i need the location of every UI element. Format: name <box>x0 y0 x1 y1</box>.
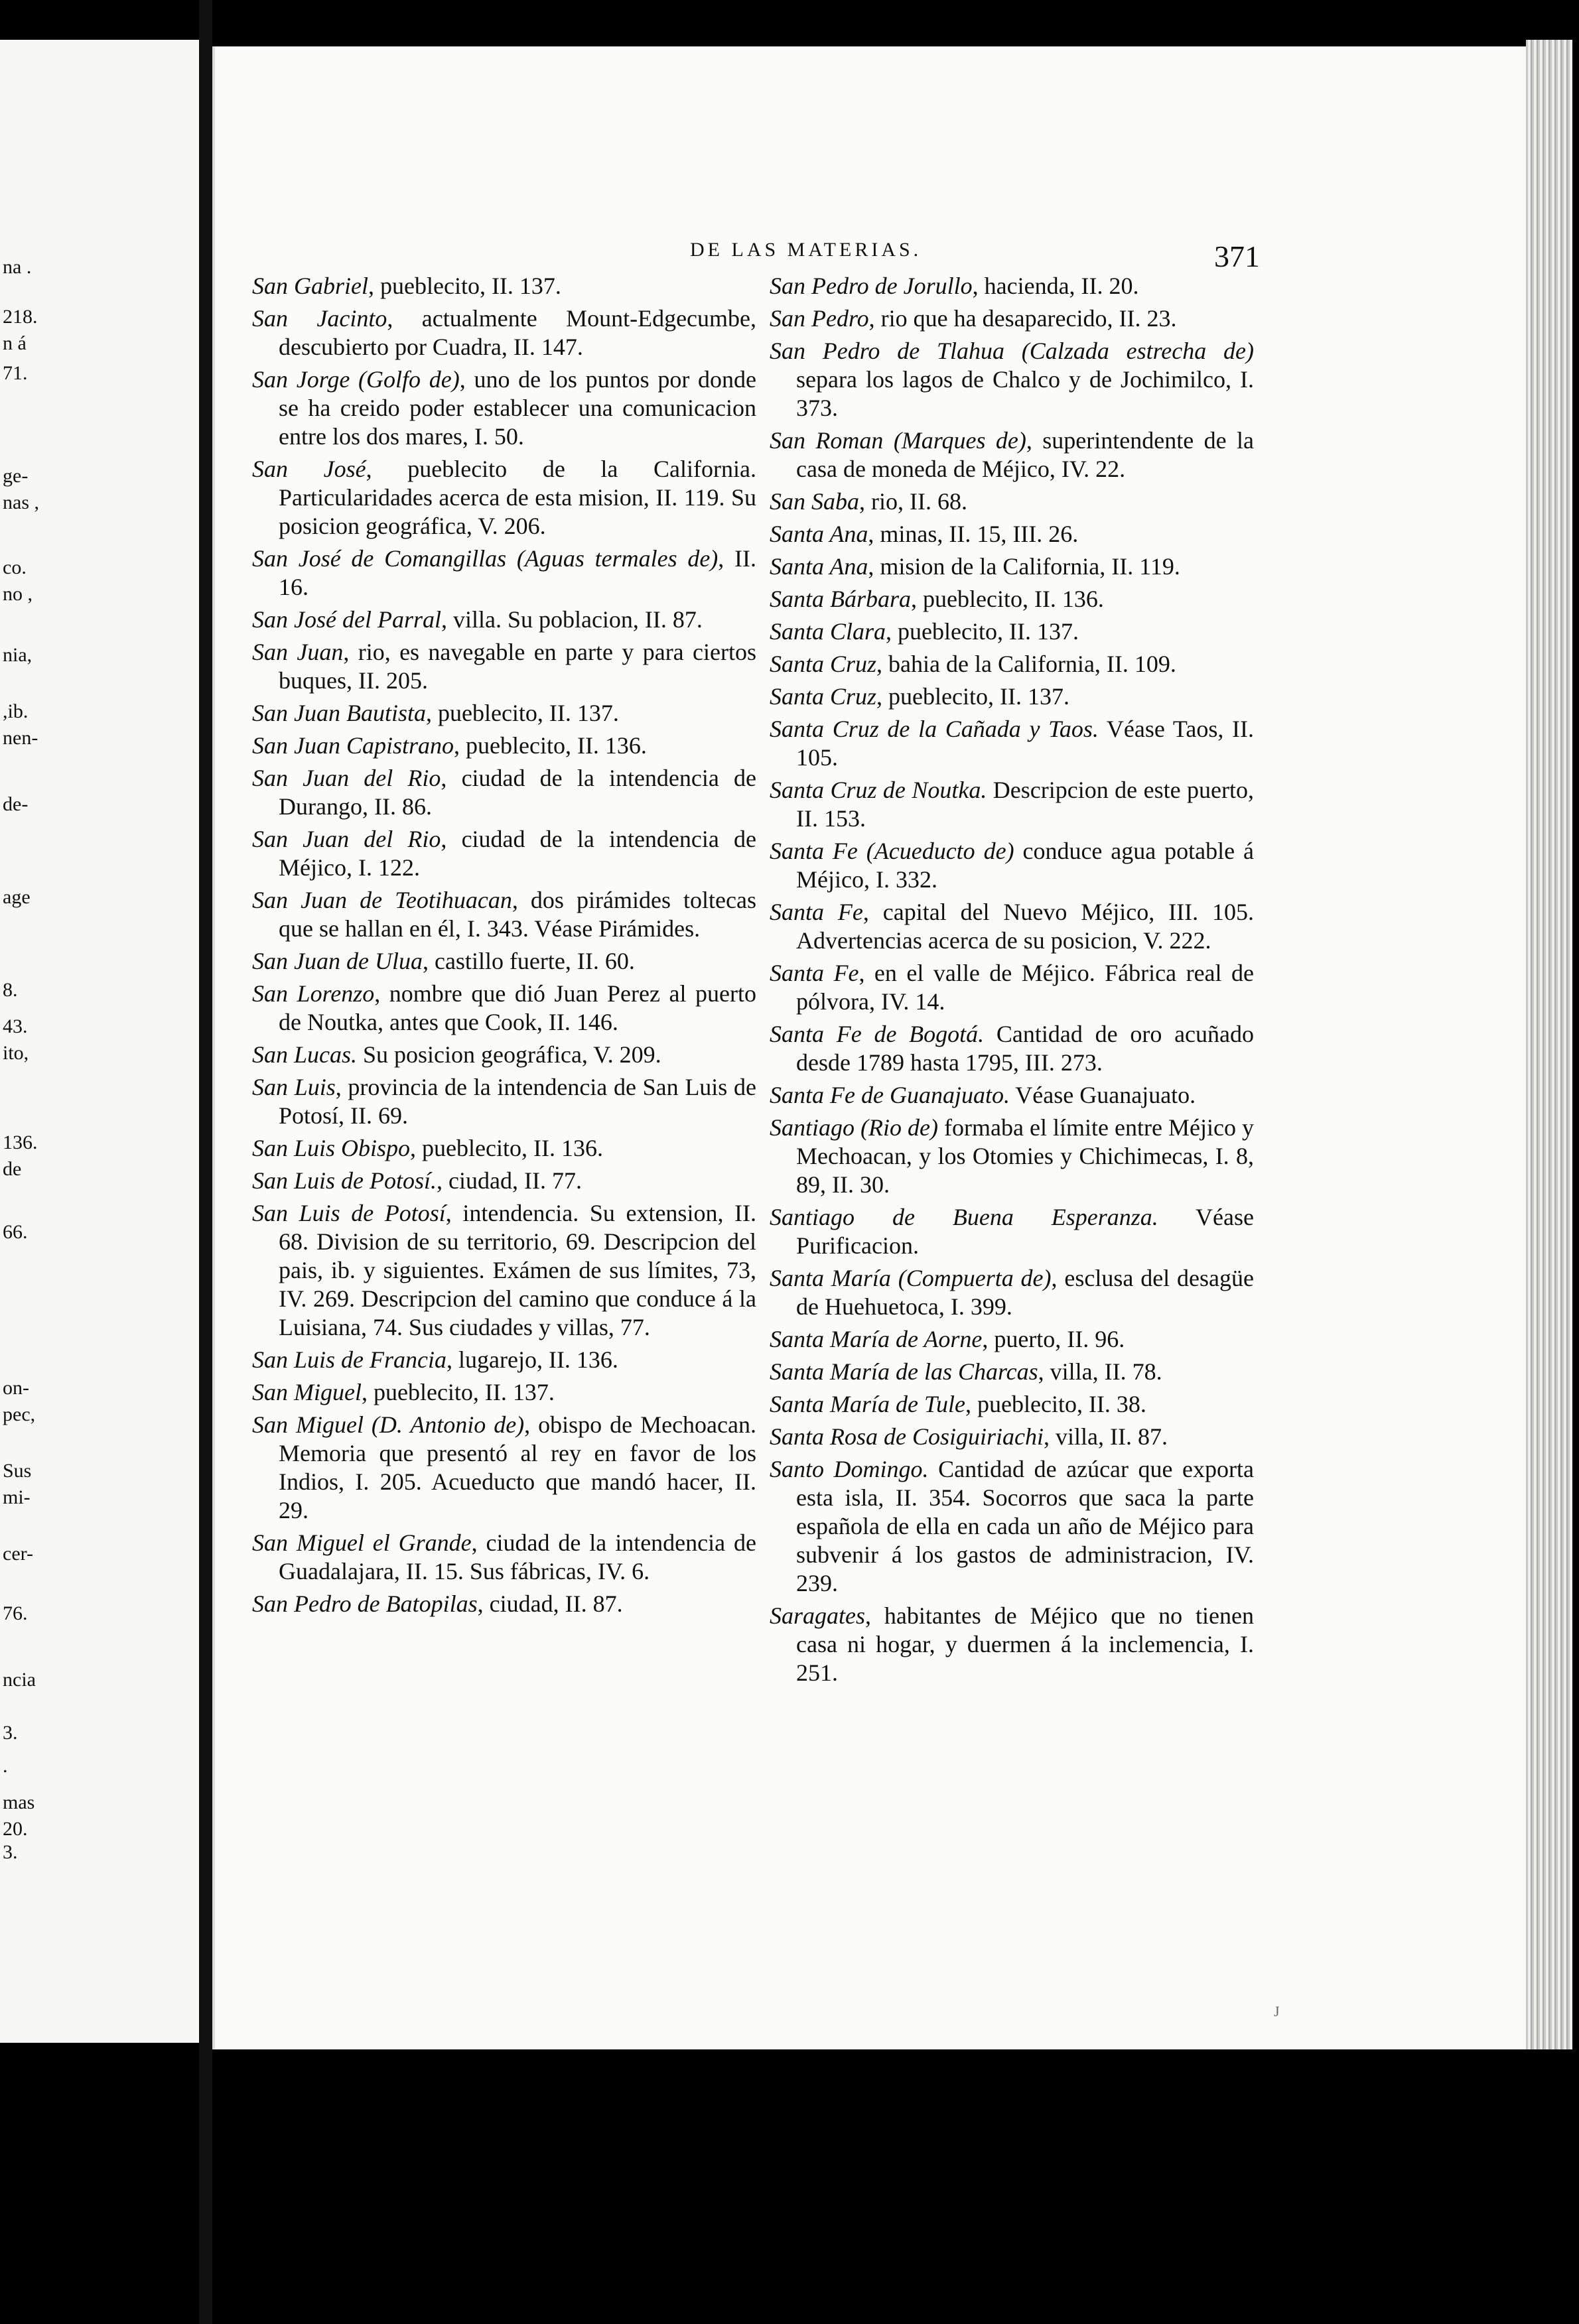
index-column-left <box>252 272 756 1622</box>
left-page-text-fragment: 3. <box>3 1841 18 1863</box>
index-entry-term: Santa María de Tule <box>770 1391 965 1417</box>
index-entry-reference: , bahia de la California, II. 109. <box>876 651 1176 677</box>
index-entry-term: Santa María (Compuerta de) <box>770 1265 1052 1291</box>
index-entry-term: San Juan del Rio <box>252 826 441 852</box>
left-page-text-fragment: cer- <box>3 1543 34 1565</box>
index-entry <box>252 886 756 943</box>
index-entry-term: San Lorenzo <box>252 980 375 1007</box>
index-entry <box>770 617 1254 646</box>
index-entry-term: San Juan <box>252 639 344 665</box>
left-page-text-fragment: de <box>3 1158 22 1180</box>
index-entry-reference: , dos pirámides toltecas que se hallan en él, I. 343. Véase Pirámides. <box>279 887 757 942</box>
index-entry <box>770 585 1254 613</box>
index-entry-term: Saragates <box>770 1602 865 1629</box>
index-entry-reference: , ciudad de la intendencia de Durango, II. 86. <box>279 765 756 820</box>
index-entry-reference: , pueblecito, II. 136. <box>454 732 647 759</box>
left-page-text-fragment: ncia <box>3 1669 36 1691</box>
index-entry-term: Santiago de Buena Esperanza. <box>770 1204 1158 1230</box>
index-entry <box>770 898 1254 955</box>
index-entry <box>770 426 1254 484</box>
index-entry-reference: , puerto, II. 96. <box>982 1326 1125 1352</box>
index-entry-reference: , nombre que dió Juan Perez al puerto de Noutka, antes que Cook, II. 146. <box>279 980 756 1035</box>
left-page-text-fragment: 3. <box>3 1722 18 1744</box>
index-entry-term: San Jorge (Golfo de) <box>252 366 460 393</box>
footer-mark: J <box>1274 2003 1280 2020</box>
index-entry <box>770 304 1254 333</box>
left-page-text-fragment: n á <box>3 332 27 354</box>
index-entry-term: San Juan Bautista <box>252 700 426 726</box>
index-entry-reference: , pueblecito, II. 137. <box>425 700 619 726</box>
index-entry-term: San Lucas. <box>252 1041 358 1068</box>
index-entry-reference: , ciudad de la intendencia de Guadalajara, II. 15. Sus fábricas, IV. 6. <box>279 1529 756 1584</box>
index-entry-reference: , obispo de Mechoacan. Memoria que presentó al rey en favor de los Indios, I. 205. Acueducto que mandó hacer, II. 29. <box>279 1411 756 1523</box>
index-entry <box>770 1325 1254 1354</box>
index-entry <box>252 1411 756 1525</box>
index-entry <box>252 699 756 728</box>
left-page-text-fragment: Sus <box>3 1460 32 1482</box>
index-entry-term: San Juan de Teotihuacan <box>252 887 512 913</box>
left-page-text-fragment: mi- <box>3 1486 31 1508</box>
index-entry-reference: formaba el límite entre Méjico y Mechoacan, y los Otomies y Chichimecas, I. 8, 89, II. 30. <box>796 1114 1255 1198</box>
index-entry-term: San Pedro de Jorullo <box>770 273 973 299</box>
book-gutter <box>199 0 212 2324</box>
index-entry-reference: Véase Purificacion. <box>796 1204 1254 1259</box>
index-entry <box>252 825 756 882</box>
index-entry-reference: conduce agua potable á Méjico, I. 332. <box>796 838 1254 893</box>
index-entry-reference: , provincia de la intendencia de San Luis de Potosí, II. 69. <box>279 1074 756 1129</box>
index-entry <box>770 552 1254 581</box>
left-page-text-fragment: ,ib. <box>3 700 29 722</box>
index-entry <box>252 455 756 541</box>
index-entry-reference: , superintendente de la casa de moneda de Méjico, IV. 22. <box>796 427 1254 482</box>
left-page-text-fragment: 66. <box>3 1221 28 1243</box>
index-entry-term: Santo Domingo. <box>770 1456 929 1482</box>
left-page-text-fragment: nia, <box>3 644 33 666</box>
index-entry-term: Santa Ana <box>770 521 868 547</box>
index-entry <box>252 606 756 634</box>
index-entry-term: Santa Cruz <box>770 651 877 677</box>
index-entry-term: Santa Ana <box>770 553 868 580</box>
left-page-text-fragment: na . <box>3 256 32 278</box>
index-entry-term: Santa María de Aorne <box>770 1326 983 1352</box>
index-entry <box>770 337 1254 422</box>
left-page-text-fragment: ito, <box>3 1042 29 1064</box>
left-page-text-fragment: . <box>3 1755 8 1777</box>
index-entry <box>252 1134 756 1163</box>
index-entry-term: Santa Bárbara <box>770 586 912 612</box>
index-entry-term: San José de Comangillas (Aguas termales de) <box>252 545 719 572</box>
index-entry <box>252 1199 756 1342</box>
index-entry-reference: , pueblecito, II. 136. <box>410 1135 603 1161</box>
left-page-text-fragment: nen- <box>3 727 38 749</box>
index-entry-reference: , hacienda, II. 20. <box>972 273 1139 299</box>
index-entry-reference: , pueblecito, II. 136. <box>911 586 1104 612</box>
index-entry-term: San Juan del Rio <box>252 765 441 791</box>
index-entry-term: San Jacinto <box>252 305 387 332</box>
index-entry-reference: , II. 16. <box>279 545 757 600</box>
index-entry <box>770 487 1254 516</box>
left-page-text-fragment: age <box>3 886 31 908</box>
index-entry-term: San Juan Capistrano <box>252 732 454 759</box>
index-entry-reference: , pueblecito, II. 137. <box>368 273 561 299</box>
index-entry <box>770 1602 1254 1687</box>
index-entry-term: San José <box>252 456 366 482</box>
index-entry-term: San Luis Obispo <box>252 1135 411 1161</box>
index-entry-reference: , castillo fuerte, II. 60. <box>422 948 635 974</box>
index-entry <box>252 1529 756 1586</box>
index-entry-reference: , rio, es navegable en parte y para ciertos buques, II. 205. <box>279 639 756 694</box>
index-entry-reference: , uno de los puntos por donde se ha creido poder establecer una comunicacion entre los dos mares, I. 50. <box>279 366 756 450</box>
left-page-text-fragment: 76. <box>3 1602 28 1624</box>
index-entry <box>770 1390 1254 1419</box>
index-entry <box>770 520 1254 549</box>
index-entry-term: Santa Clara <box>770 618 886 645</box>
index-entry-reference: , mision de la California, II. 119. <box>868 553 1180 580</box>
index-entry-reference: , pueblecito, II. 137. <box>886 618 1079 645</box>
index-entry <box>252 764 756 821</box>
index-entry <box>252 545 756 602</box>
index-entry-term: San Luis de Potosí <box>252 1200 446 1226</box>
index-entry-reference: Cantidad de azúcar que exporta esta isla, II. 354. Socorros que saca la parte española de ella en cada un año de Méjico para subvenir á los gastos de administracion, IV. 239. <box>796 1456 1255 1596</box>
index-entry-term: San Pedro de Batopilas <box>252 1590 478 1617</box>
index-entry <box>252 1167 756 1195</box>
left-page-text-fragment: 43. <box>3 1015 28 1037</box>
index-entry-reference: Descripcion de este puerto, II. 153. <box>796 777 1254 832</box>
index-entry-term: Santa Fe <box>770 960 859 986</box>
index-entry <box>252 638 756 695</box>
index-entry <box>770 1114 1254 1199</box>
index-entry-term: Santa Fe de Guanajuato. <box>770 1082 1010 1108</box>
left-page-text-fragment: 218. <box>3 306 38 328</box>
index-entry-reference: separa los lagos de Chalco y de Jochimilco, I. 373. <box>796 366 1254 421</box>
index-entry-reference: , capital del Nuevo Méjico, III. 105. Advertencias acerca de su posicion, V. 222. <box>796 899 1254 954</box>
left-page-text-fragment: mas <box>3 1791 35 1813</box>
index-entry-reference: , habitantes de Méjico que no tienen casa ni hogar, y duermen á la inclemencia, I. 251. <box>796 1602 1254 1686</box>
index-entry <box>252 980 756 1037</box>
index-entry <box>770 776 1254 833</box>
index-entry-reference: Su posicion geográfica, V. 209. <box>357 1041 661 1068</box>
index-entry <box>252 1041 756 1069</box>
index-entry-term: San Luis de Francia <box>252 1346 446 1373</box>
index-entry-reference: , villa. Su poblacion, II. 87. <box>441 606 703 633</box>
index-entry-reference: , pueblecito, II. 38. <box>965 1391 1146 1417</box>
index-entry-term: Santa Cruz <box>770 683 877 710</box>
index-entry-term: Santa María de las Charcas <box>770 1358 1038 1385</box>
index-entry-term: San Saba <box>770 488 859 515</box>
index-entry <box>252 732 756 760</box>
index-entry <box>252 304 756 361</box>
index-entry-term: San Luis <box>252 1074 336 1100</box>
index-entry-term: Santa Fe (Acueducto de) <box>770 838 1014 864</box>
index-entry-term: San Pedro de Tlahua (Calzada estrecha de) <box>770 338 1254 364</box>
index-entry-reference: , villa, II. 78. <box>1038 1358 1162 1385</box>
index-entry <box>252 272 756 300</box>
index-entry-reference: , rio, II. 68. <box>859 488 967 515</box>
index-entry-term: San Miguel <box>252 1379 362 1405</box>
left-page-text-fragment: 136. <box>3 1131 38 1153</box>
left-page-text-fragment: pec, <box>3 1403 36 1425</box>
index-entry <box>770 837 1254 894</box>
index-entry-term: Santa Cruz de Noutka. <box>770 777 987 803</box>
index-entry-term: San Luis de Potosí. <box>252 1167 437 1194</box>
index-entry-term: San Miguel (D. Antonio de) <box>252 1411 525 1438</box>
index-entry-reference: Véase Taos, II. 105. <box>796 716 1255 771</box>
left-page-text-fragment: 71. <box>3 362 28 384</box>
left-page-text-fragment: ge- <box>3 465 29 487</box>
page-edges <box>1526 40 1572 2049</box>
index-entry-term: Santa Fe de Bogotá. <box>770 1021 985 1047</box>
index-entry-term: San Gabriel <box>252 273 368 299</box>
index-entry <box>252 1378 756 1407</box>
index-entry <box>770 959 1254 1016</box>
page-number: 371 <box>1214 239 1260 273</box>
index-entry-term: Santa Fe <box>770 899 863 925</box>
index-entry-reference: , ciudad de la intendencia de Méjico, I. 122. <box>279 826 756 881</box>
index-entry <box>770 650 1254 678</box>
left-page-text-fragment: co. <box>3 556 27 578</box>
index-entry-term: San José del Parral <box>252 606 441 633</box>
index-entry <box>770 1203 1254 1260</box>
index-entry-reference: , pueblecito de la California. Particularidades acerca de esta mision, II. 119. Su posicion geográfica, V. 206. <box>279 456 756 539</box>
left-page-fragment <box>0 40 199 2043</box>
index-entry-reference: , ciudad, II. 77. <box>437 1167 582 1194</box>
index-entry <box>770 1020 1254 1077</box>
index-entry-reference: , intendencia. Su extension, II. 68. Division de su territorio, 69. Descripcion del pais, ib. y siguientes. Exámen de sus límites, 73, IV. 269. Descripcion del camino que conduce á la Luisiana, 74. Sus ciudades y villas, 77. <box>279 1200 757 1340</box>
index-entry-reference: , pueblecito, II. 137. <box>876 683 1069 710</box>
index-entry-reference: , lugarejo, II. 136. <box>446 1346 618 1373</box>
running-header: DE LAS MATERIAS. <box>690 239 922 261</box>
index-entry <box>252 1346 756 1374</box>
left-page-text-fragment: no , <box>3 583 33 605</box>
index-entry <box>770 682 1254 711</box>
index-entry-reference: , villa, II. 87. <box>1044 1423 1168 1450</box>
left-page-text-fragment: nas , <box>3 491 39 513</box>
left-page-text-fragment: 8. <box>3 979 18 1001</box>
index-entry <box>770 272 1254 300</box>
index-entry-reference: , ciudad, II. 87. <box>477 1590 623 1617</box>
index-column-right <box>770 272 1254 1691</box>
index-entry-reference: , esclusa del desagüe de Huehuetoca, I. 399. <box>796 1265 1254 1320</box>
index-entry-reference: , rio que ha desaparecido, II. 23. <box>868 305 1177 332</box>
left-page-text-fragment: on- <box>3 1377 29 1399</box>
index-entry-term: Santa Rosa de Cosiguiriachi <box>770 1423 1044 1450</box>
index-entry-term: San Pedro <box>770 305 869 332</box>
index-entry-term: Santiago (Rio de) <box>770 1114 939 1141</box>
index-entry-reference: , en el valle de Méjico. Fábrica real de pólvora, IV. 14. <box>796 960 1254 1015</box>
left-page-text-fragment: de- <box>3 793 29 815</box>
index-entry <box>770 1358 1254 1386</box>
index-entry-term: San Roman (Marques de) <box>770 427 1026 454</box>
index-entry-reference: Véase Guanajuato. <box>1009 1082 1196 1108</box>
index-entry <box>770 1423 1254 1451</box>
index-entry <box>252 947 756 976</box>
index-entry-reference: Cantidad de oro acuñado desde 1789 hasta 1795, III. 273. <box>796 1021 1255 1076</box>
index-entry-reference: , actualmente Mount-Edgecumbe, descubierto por Cuadra, II. 147. <box>279 305 757 360</box>
index-entry-term: Santa Cruz de la Cañada y Taos. <box>770 716 1099 742</box>
index-entry <box>252 1590 756 1618</box>
index-entry <box>252 365 756 451</box>
index-entry-term: San Miguel el Grande <box>252 1529 472 1556</box>
index-entry <box>770 1455 1254 1598</box>
index-entry-reference: , pueblecito, II. 137. <box>361 1379 555 1405</box>
index-entry <box>770 715 1254 772</box>
index-entry <box>252 1073 756 1130</box>
index-entry-reference: , minas, II. 15, III. 26. <box>868 521 1079 547</box>
index-entry-term: San Juan de Ulua <box>252 948 423 974</box>
index-entry <box>770 1081 1254 1110</box>
index-entry <box>770 1264 1254 1321</box>
left-page-text-fragment: 20. <box>3 1818 28 1840</box>
